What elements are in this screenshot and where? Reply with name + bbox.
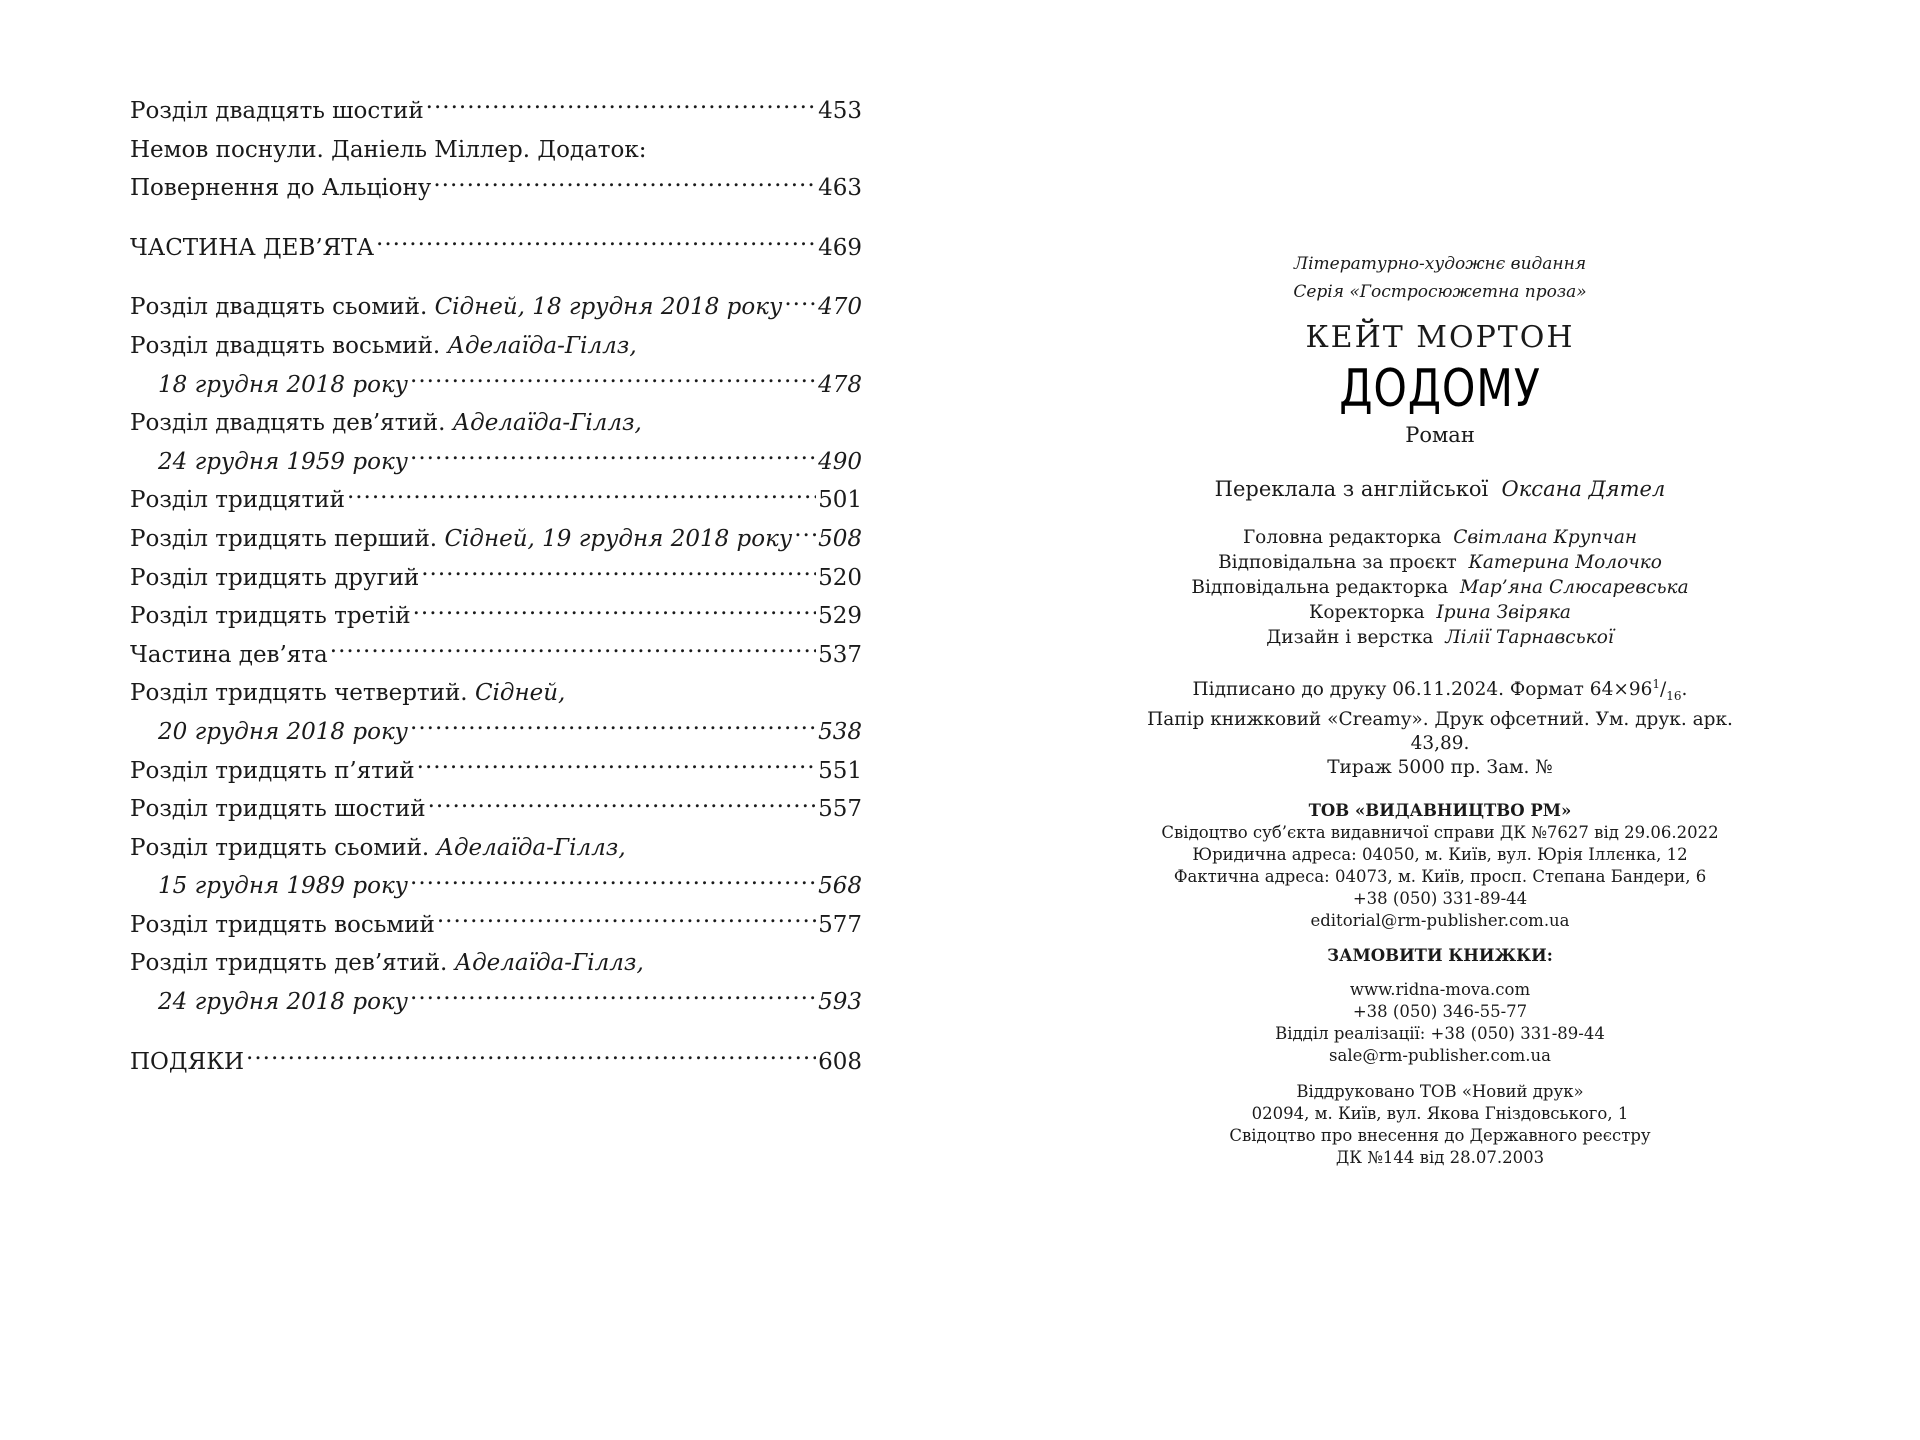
toc-chapter: Розділ тридцять другий xyxy=(130,564,420,591)
dot-leader xyxy=(410,446,816,469)
dot-leader xyxy=(246,1046,816,1069)
toc-page-number: 529 xyxy=(818,603,862,630)
credits xyxy=(1120,525,1760,650)
toc-entry-title xyxy=(130,131,647,170)
right-page xyxy=(960,0,1920,1440)
print-line-1-end: . xyxy=(1681,679,1688,701)
toc-entry-title xyxy=(130,327,637,366)
toc-line xyxy=(130,636,862,675)
credit-name: Ірина Звіряка xyxy=(1436,602,1571,623)
toc-page-number: 577 xyxy=(818,911,862,938)
toc-subtitle: Аделаїда-Гіллз, xyxy=(454,950,644,977)
toc-subtitle: Аделаїда-Гіллз, xyxy=(436,834,626,861)
toc-subtitle: Аделаїда-Гіллз, xyxy=(452,410,642,437)
toc-page-number: 538 xyxy=(818,718,862,745)
dot-leader xyxy=(376,232,816,255)
credit-name: Світлана Крупчан xyxy=(1453,527,1638,548)
toc-entry-title xyxy=(130,944,644,983)
print-info xyxy=(1120,672,1760,780)
toc-line xyxy=(130,674,862,713)
toc-line xyxy=(130,481,862,520)
credit-line xyxy=(1120,600,1760,625)
publisher-line: Свідоцтво суб’єкта видавничої справи ДК №7627 від 29.06.2022 xyxy=(1161,822,1719,842)
credit-role: Коректорка xyxy=(1309,602,1425,623)
dot-leader xyxy=(330,639,816,662)
dot-leader xyxy=(428,793,816,816)
toc-subtitle: Сідней, 19 грудня 2018 року xyxy=(444,525,793,552)
toc-chapter: Розділ тридцять восьмий xyxy=(130,911,435,938)
publisher-name: ТОВ «ВИДАВНИЦТВО РМ» xyxy=(1308,800,1572,820)
print-line-2: Папір книжковий «Creamy». Друк офсетний. Ум. друк. арк. 43,89. xyxy=(1147,708,1733,754)
toc-line xyxy=(130,752,862,791)
translator xyxy=(1120,477,1760,501)
toc-page-number: 463 xyxy=(818,175,862,202)
toc-entry-title xyxy=(158,366,408,405)
toc-line xyxy=(130,404,862,443)
publisher-line: +38 (050) 331-89-44 xyxy=(1352,888,1528,908)
toc-line xyxy=(130,867,862,906)
toc-chapter: Розділ двадцять сьомий. xyxy=(130,294,428,321)
toc-line xyxy=(130,92,862,131)
toc-entry-title xyxy=(130,636,328,675)
toc-entry-title xyxy=(158,867,408,906)
toc-page-number: 568 xyxy=(818,873,862,900)
credit-line xyxy=(1120,625,1760,650)
dot-leader xyxy=(410,870,816,893)
order-details xyxy=(1120,979,1760,1067)
toc-line xyxy=(130,169,862,208)
fraction-denominator: 16 xyxy=(1666,688,1682,703)
toc-chapter: ПОДЯКИ xyxy=(130,1048,245,1075)
credit-role: Відповідальна за проєкт xyxy=(1218,552,1457,573)
toc-page-number: 501 xyxy=(818,487,862,514)
dot-leader xyxy=(410,716,816,739)
toc-chapter: ЧАСТИНА ДЕВ’ЯТА xyxy=(130,234,375,261)
toc-chapter: Розділ тридцять шостий xyxy=(130,796,426,823)
toc-entry-title xyxy=(130,559,419,598)
translator-name: Оксана Дятел xyxy=(1501,477,1666,501)
dot-leader xyxy=(347,484,816,507)
imprint xyxy=(1120,250,1760,1169)
credit-line xyxy=(1120,575,1760,600)
dot-leader xyxy=(421,562,816,585)
toc-line xyxy=(130,327,862,366)
publisher-line: Юридична адреса: 04050, м. Київ, вул. Юрія Іллєнка, 12 xyxy=(1192,844,1688,864)
toc-chapter: Розділ тридцять третій xyxy=(130,603,411,630)
toc-entry-title xyxy=(130,597,411,636)
credit-line xyxy=(1120,550,1760,575)
print-line-3: Тираж 5000 пр. Зам. № xyxy=(1327,756,1553,778)
publisher-line: Фактична адреса: 04073, м. Київ, просп. Степана Бандери, 6 xyxy=(1173,866,1707,886)
toc-chapter: Розділ двадцять восьмий. xyxy=(130,332,441,359)
toc-entry-title xyxy=(158,983,408,1022)
printer-line: ДК №144 від 28.07.2003 xyxy=(1335,1147,1545,1167)
dot-leader xyxy=(433,172,816,195)
toc-subtitle: 20 грудня 2018 року xyxy=(158,718,409,745)
toc-entry-title xyxy=(130,752,415,791)
credit-name: Катерина Молочко xyxy=(1468,552,1662,573)
edition-type: Літературно-художнє видання xyxy=(1293,254,1587,274)
toc-entry-title xyxy=(130,790,426,829)
print-format: Підписано до друку 06.11.2024. Формат 64×96 xyxy=(1192,679,1653,701)
toc-subtitle: 18 грудня 2018 року xyxy=(158,371,409,398)
toc-chapter: Розділ тридцять четвертий. xyxy=(130,680,468,707)
dot-leader xyxy=(784,291,816,314)
author-name: КЕЙТ МОРТОН xyxy=(1305,320,1575,355)
toc-line xyxy=(130,944,862,983)
series: Серія «Гостросюжетна проза» xyxy=(1293,282,1587,302)
toc-page-number: 608 xyxy=(818,1048,862,1075)
table-of-contents xyxy=(130,92,862,1081)
toc-chapter: Розділ тридцять дев’ятий. xyxy=(130,950,448,977)
toc-chapter: Розділ тридцять сьомий. xyxy=(130,834,430,861)
toc-chapter: Розділ тридцятий xyxy=(130,487,345,514)
order-line: +38 (050) 346-55-77 xyxy=(1352,1001,1528,1021)
toc-page-number: 478 xyxy=(818,371,862,398)
toc-chapter: Розділ тридцять п’ятий xyxy=(130,757,415,784)
toc-entry-title xyxy=(158,713,408,752)
credit-name: Лілії Тарнавської xyxy=(1445,627,1614,648)
toc-line xyxy=(130,1043,862,1082)
toc-page-number: 520 xyxy=(818,564,862,591)
print-line-1: Підписано до друку 06.11.2024. Формат $64\times 96^1/_{16}$. xyxy=(1192,677,1688,703)
toc-subtitle: Аделаїда-Гіллз, xyxy=(447,332,637,359)
printer-line: Віддруковано ТОВ «Новий друк» xyxy=(1296,1081,1584,1101)
toc-chapter: Розділ тридцять перший. xyxy=(130,525,438,552)
publisher xyxy=(1120,800,1760,932)
publisher-line: editorial@rm-publisher.com.ua xyxy=(1310,910,1570,930)
dot-leader xyxy=(413,600,817,623)
toc-line xyxy=(130,443,862,482)
toc-page-number: 490 xyxy=(818,448,862,475)
dot-leader xyxy=(426,95,816,118)
toc-line xyxy=(130,597,862,636)
credit-role: Дизайн і верстка xyxy=(1266,627,1434,648)
credit-role: Відповідальна редакторка xyxy=(1191,577,1449,598)
toc-entry-title xyxy=(158,443,408,482)
toc-subtitle: Сідней, 18 грудня 2018 року xyxy=(434,294,783,321)
toc-entry-title xyxy=(130,288,782,327)
toc-entry-title xyxy=(130,674,565,713)
toc-page-number: 470 xyxy=(818,294,862,321)
toc-subtitle: 15 грудня 1989 року xyxy=(158,873,409,900)
toc-chapter: Частина дев’ята xyxy=(130,641,328,668)
toc-chapter: Немов поснули. Даніель Міллер. Додаток: xyxy=(130,136,647,163)
genre: Роман xyxy=(1405,423,1475,447)
toc-page-number: 453 xyxy=(818,98,862,124)
toc-entry-title xyxy=(130,829,626,868)
toc-subtitle: 24 грудня 2018 року xyxy=(158,989,409,1016)
toc-line xyxy=(130,906,862,945)
toc-entry-title xyxy=(130,229,374,268)
credit-line xyxy=(1120,525,1760,550)
toc-entry-title xyxy=(130,92,424,131)
toc-entry-title xyxy=(130,1043,244,1082)
fraction-numerator: 1 xyxy=(1652,677,1661,691)
toc-page-number: 537 xyxy=(818,641,862,668)
order-line: sale@rm-publisher.com.ua xyxy=(1329,1045,1551,1065)
dot-leader xyxy=(794,523,816,546)
toc-line xyxy=(130,983,862,1022)
toc-line xyxy=(130,229,862,268)
toc-page-number: 557 xyxy=(818,796,862,823)
toc-chapter: Розділ двадцять дев’ятий. xyxy=(130,410,446,437)
toc-line xyxy=(130,559,862,598)
toc-entry-title xyxy=(130,520,792,559)
toc-page-number: 593 xyxy=(818,989,862,1016)
dot-leader xyxy=(410,369,816,392)
toc-chapter: Розділ двадцять шостий xyxy=(130,98,424,124)
toc-entry-title xyxy=(130,169,431,208)
dot-leader xyxy=(437,909,816,932)
toc-line xyxy=(130,366,862,405)
order-heading: ЗАМОВИТИ КНИЖКИ: xyxy=(1327,945,1553,965)
toc-page-number: 551 xyxy=(818,757,862,784)
printer-line: Свідоцтво про внесення до Державного реєстру xyxy=(1229,1125,1651,1145)
publisher-details xyxy=(1120,822,1760,932)
toc-entry-title xyxy=(130,481,345,520)
translator-label: Переклала з англійської xyxy=(1214,477,1489,501)
dot-leader xyxy=(417,755,816,778)
toc-line xyxy=(130,829,862,868)
book-title: ДОДОМУ xyxy=(1339,359,1541,419)
dot-leader xyxy=(410,986,816,1009)
toc-subtitle: Сідней, xyxy=(474,680,566,707)
toc-entry-title xyxy=(130,404,642,443)
toc-line xyxy=(130,131,862,170)
order-line: www.ridna-mova.com xyxy=(1349,979,1531,999)
toc-page-number: 469 xyxy=(818,234,862,261)
credit-role: Головна редакторка xyxy=(1242,527,1442,548)
toc-chapter: Повернення до Альціону xyxy=(130,175,432,202)
toc-page-number: 508 xyxy=(818,525,862,552)
printer-details xyxy=(1120,1081,1760,1169)
toc-line xyxy=(130,288,862,327)
toc-subtitle: 24 грудня 1959 року xyxy=(158,448,409,475)
printer-line: 02094, м. Київ, вул. Якова Гніздовського, 1 xyxy=(1251,1103,1629,1123)
credit-name: Мар’яна Слюсаревська xyxy=(1459,577,1689,598)
toc-line xyxy=(130,520,862,559)
toc-entry-title xyxy=(130,906,435,945)
toc-line xyxy=(130,713,862,752)
order-line: Відділ реалізації: +38 (050) 331-89-44 xyxy=(1275,1023,1605,1043)
toc-line xyxy=(130,790,862,829)
